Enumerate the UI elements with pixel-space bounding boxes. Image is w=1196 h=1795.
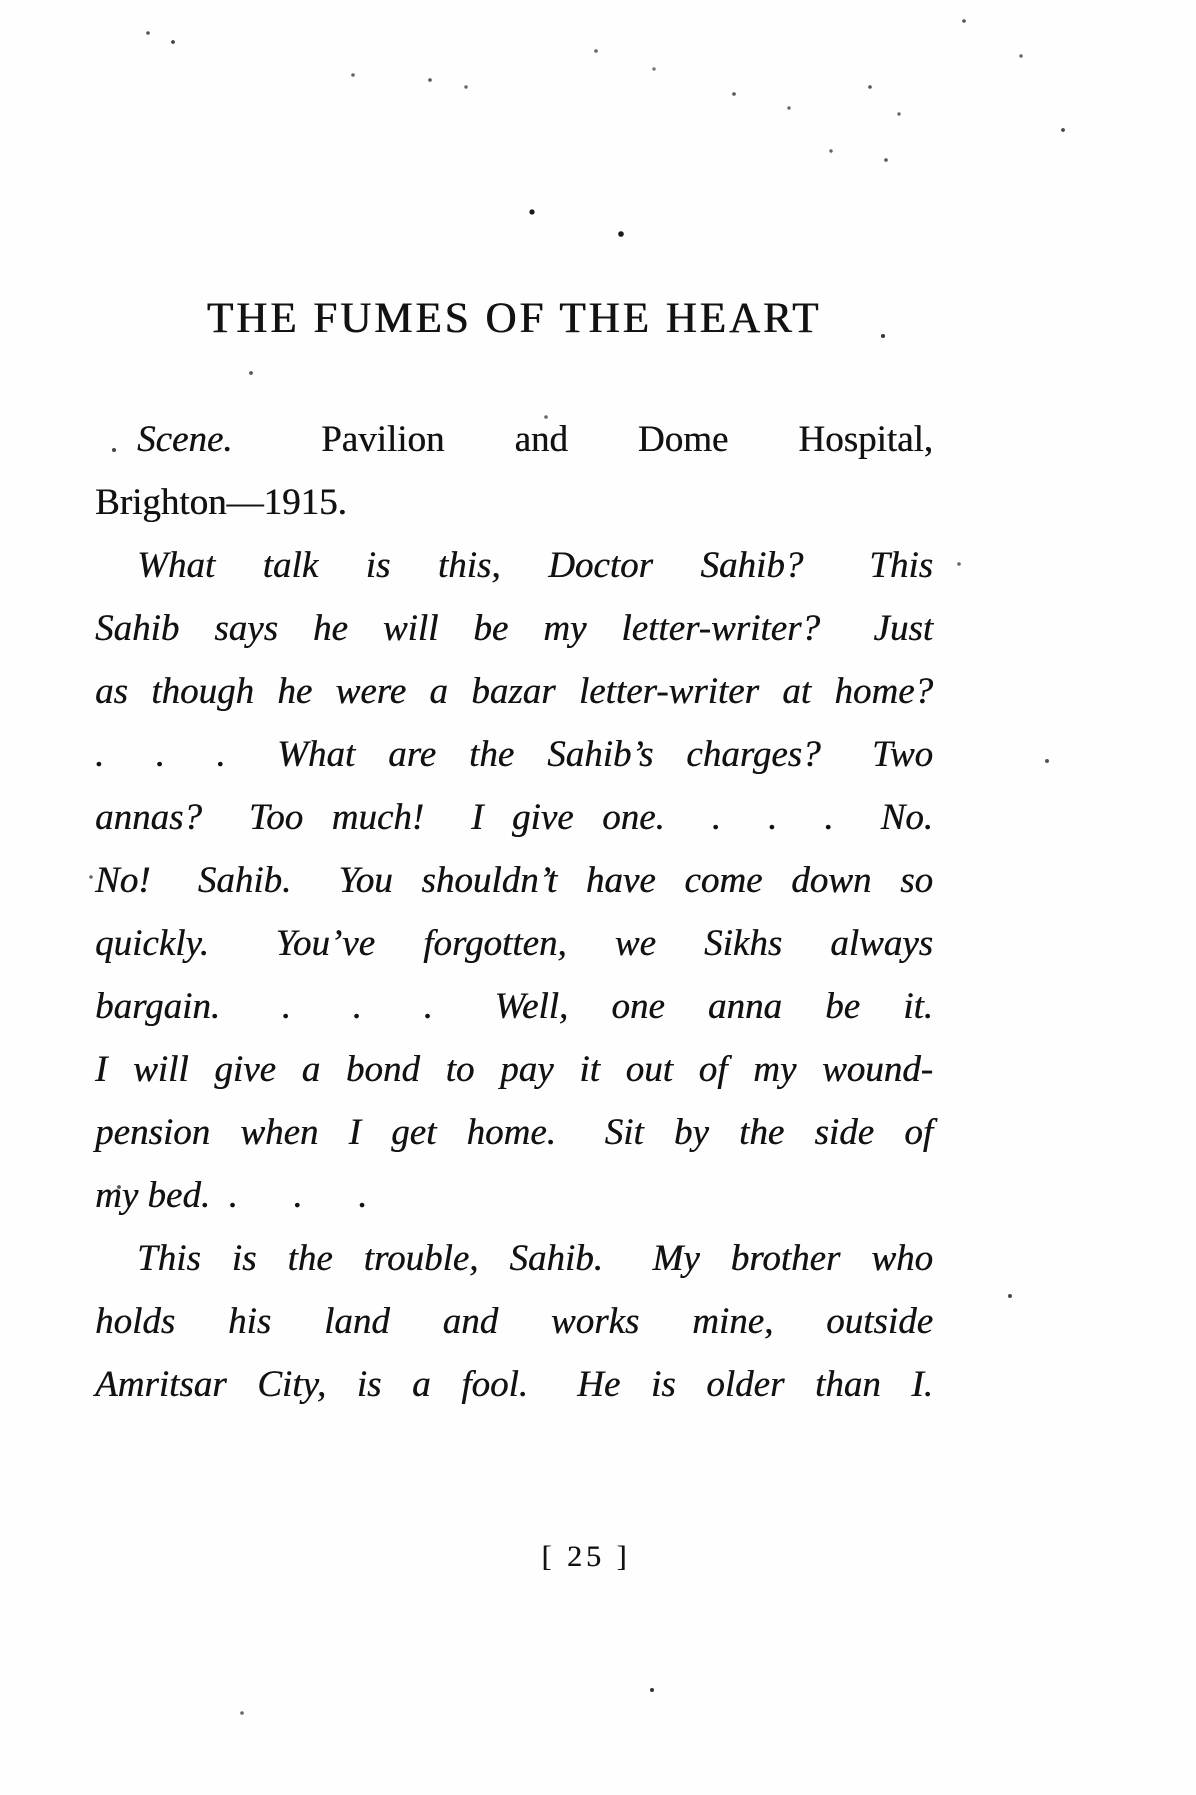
page-title: THE FUMES OF THE HEART <box>206 295 822 342</box>
body-line: Sahib says he will be my letter-writer? Just <box>95 608 933 649</box>
page-number: [ 25 ] <box>541 1540 631 1573</box>
body-line: This is the trouble, Sahib. My brother who <box>137 1238 933 1279</box>
body-line: No! Sahib. You shouldn’t have come down so <box>95 860 933 901</box>
scene-text: Pavilion and Dome Hospital, <box>302 419 933 460</box>
body-line: . . . What are the Sahib’s charges? Two <box>95 734 933 775</box>
text-block <box>95 408 933 1416</box>
scene-line <box>95 408 933 471</box>
body-line: Amritsar City, is a fool. He is older than I. <box>95 1364 933 1405</box>
body-line: as though he were a bazar letter-writer at home? <box>95 671 933 712</box>
body-line: pension when I get home. Sit by the side of <box>95 1112 933 1153</box>
scene-line-2: Brighton—1915. <box>95 482 347 523</box>
body-line: I will give a bond to pay it out of my wound- <box>95 1049 933 1090</box>
body-line: my bed. . . . <box>95 1175 368 1216</box>
body-line: quickly. You’ve forgotten, we Sikhs always <box>95 923 933 964</box>
body-line: holds his land and works mine, outside <box>95 1301 933 1342</box>
body-line: bargain. . . . Well, one anna be it. <box>95 986 933 1027</box>
body-line: annas? Too much! I give one. . . . No. <box>95 797 933 838</box>
paper-speckles <box>0 0 2 2</box>
body-line: What talk is this, Doctor Sahib? This <box>137 545 933 586</box>
scene-label: Scene. <box>137 419 233 460</box>
